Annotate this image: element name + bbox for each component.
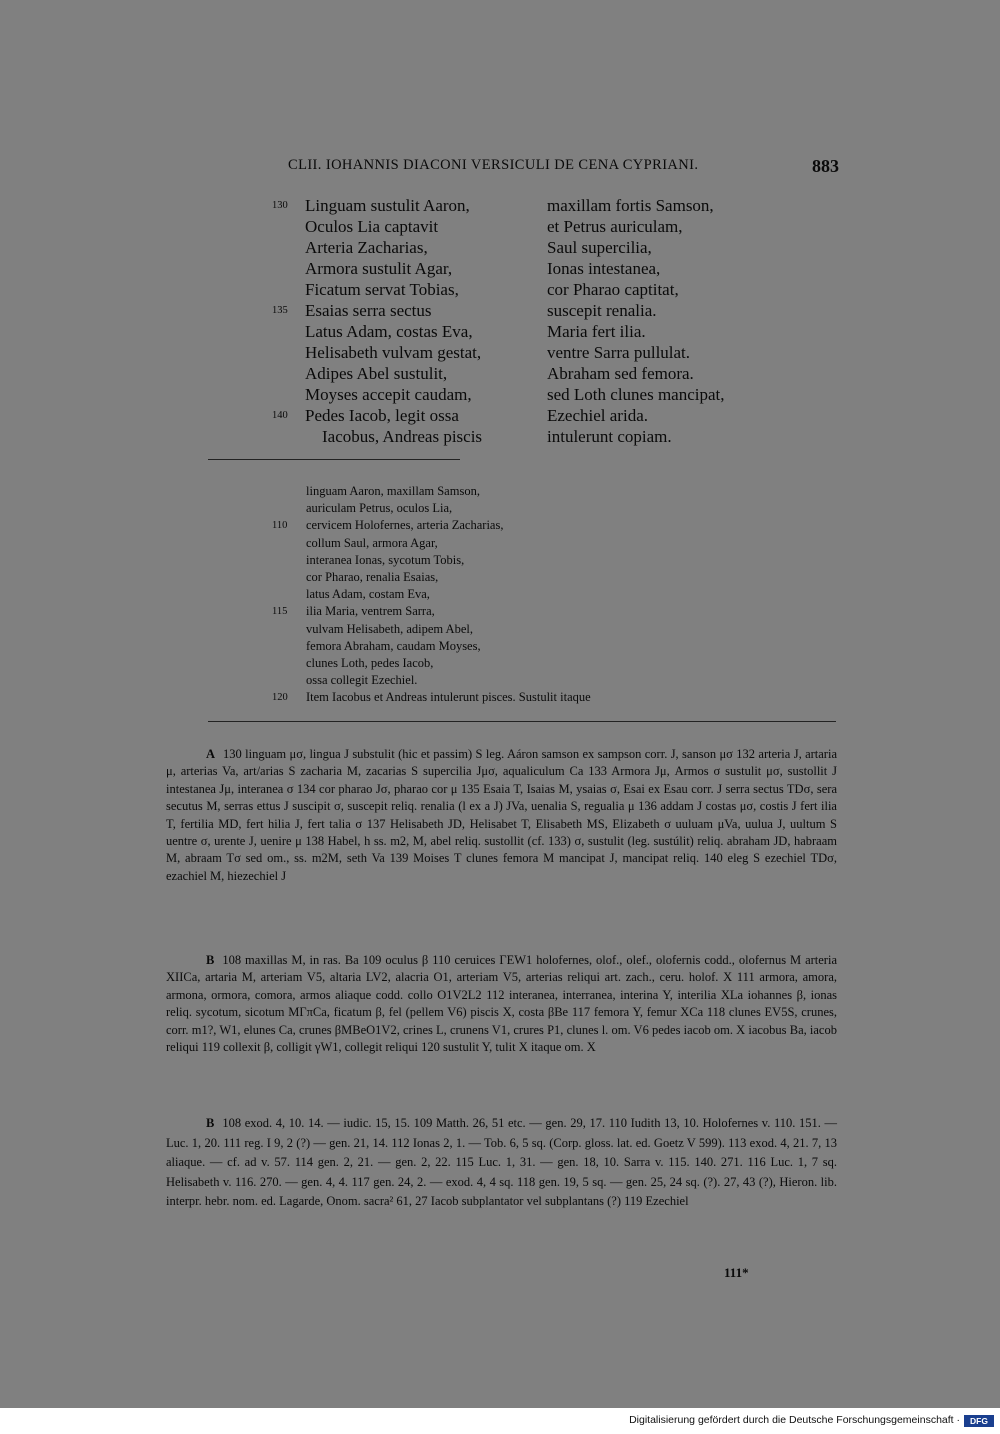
first-hemistich: Latus Adam, costas Eva, xyxy=(305,322,473,341)
recension-line xyxy=(0,517,1000,534)
line-number: 115 xyxy=(272,606,288,618)
recension-line-text: latus Adam, costam Eva, xyxy=(306,587,430,602)
apparatus-a-text: 130 linguam μσ, lingua J substulit (hic et passim) S leg. Aáron samson ex sampson corr. J, sanson μσ 132 arteria J, artaria μ, arterias Va, art/arias S zacharia M, zacarias S supercilia Jμσ, aqualiculum Ca 133 Armora Jμ, Armos σ sustulit μσ, sustollit J intestanea Jμ, interanea σ 134 cor pharao Jσ, pharao cor μ 135 Esaia T, Isaias M, ysaias σ, Esai ex Esau corr. J serra sectus TDσ, sera secutus M, serras ettus J suscipit σ, suscepit reliq. renalia (l ex a J) JVa, uenalia S, regualia μ 136 addam J costas μσ, costis J fert ilia T, fertilia MD, fert hilia J, fert talia σ 137 Helisabeth JD, Helisabet T, Elisabeth MS, Elizabeth σ uuluam μVa, uulua J, uultum S uentre σ, urente J, uenire μ 138 Habel, h ss. m2, M, abel reliq. sustollit (cf. 133) σ, sustulit (leg. sustúlit) reliq. abraham JD, habraam M, abraam Tσ sed om., ss. m2M, seth Va 139 Moises T clunes femora M mancipat J, mancipat reliq. 140 eleg S ezechiel TDσ, ezachiel M, hiezechiel J xyxy=(166,747,837,883)
line-number: 120 xyxy=(272,692,288,704)
poem-text xyxy=(0,195,1000,447)
second-hemistich: Maria fert ilia. xyxy=(547,322,646,341)
recension-line-text: auriculam Petrus, oculos Lia, xyxy=(306,501,453,516)
first-hemistich: Esaias serra sectus xyxy=(305,301,432,320)
recension-text xyxy=(0,483,1000,706)
first-hemistich: Pedes Iacob, legit ossa xyxy=(305,406,459,425)
recension-line-text: cervicem Holofernes, arteria Zacharias, xyxy=(306,518,504,533)
recension-line xyxy=(0,535,1000,552)
recension-line xyxy=(0,672,1000,689)
poem-line xyxy=(0,342,1000,363)
poem-line xyxy=(0,195,1000,216)
running-title: CLII. IOHANNIS DIACONI VERSICULI DE CENA CYPRIANI. xyxy=(288,157,699,173)
poem-line xyxy=(0,363,1000,384)
second-hemistich: ventre Sarra pullulat. xyxy=(547,343,691,362)
first-hemistich: Helisabeth vulvam gestat, xyxy=(305,343,482,362)
dfg-logo-icon: DFG xyxy=(964,1415,994,1427)
recension-line xyxy=(0,689,1000,706)
recension-line xyxy=(0,586,1000,603)
poem-line xyxy=(0,237,1000,258)
recension-line xyxy=(0,603,1000,620)
recension-line-text: vulvam Helisabeth, adipem Abel, xyxy=(306,621,473,636)
apparatus-a xyxy=(166,746,837,885)
recension-line-text: Item Iacobus et Andreas intulerunt pisces. Sustulit itaque xyxy=(306,690,591,705)
first-hemistich: Adipes Abel sustulit, xyxy=(305,364,448,383)
recension-line-text: clunes Loth, pedes Iacob, xyxy=(306,655,434,670)
second-hemistich: Ionas intestanea, xyxy=(547,259,661,278)
recension-line-text: ossa collegit Ezechiel. xyxy=(306,673,418,688)
line-number: 110 xyxy=(272,520,288,532)
recension-line xyxy=(0,569,1000,586)
first-hemistich: Armora sustulit Agar, xyxy=(305,259,453,278)
recension-line-text: collum Saul, armora Agar, xyxy=(306,535,438,550)
second-hemistich: Abraham sed femora. xyxy=(547,364,694,383)
line-number: 130 xyxy=(272,200,288,211)
signature-mark: 111* xyxy=(724,1265,749,1280)
recension-line xyxy=(0,621,1000,638)
first-hemistich: Oculos Lia captavit xyxy=(305,217,439,236)
recension-line xyxy=(0,500,1000,517)
recension-line xyxy=(0,655,1000,672)
first-hemistich: Ficatum servat Tobias, xyxy=(305,280,459,299)
footer-text: Digitalisierung gefördert durch die Deutsche Forschungsgemeinschaft · xyxy=(629,1414,960,1426)
running-header xyxy=(0,157,1000,183)
poem-line xyxy=(0,300,1000,321)
second-hemistich: sed Loth clunes mancipat, xyxy=(547,385,725,404)
second-hemistich: et Petrus auriculam, xyxy=(547,217,683,236)
apparatus-b-label: B xyxy=(206,953,215,967)
second-hemistich: cor Pharao captitat, xyxy=(547,280,679,299)
recension-line-text: ilia Maria, ventrem Sarra, xyxy=(306,604,435,619)
digitization-footer xyxy=(0,1408,1000,1434)
poem-line xyxy=(0,216,1000,237)
line-number: 135 xyxy=(272,305,288,316)
line-number: 140 xyxy=(272,410,288,421)
first-hemistich: Linguam sustulit Aaron, xyxy=(305,196,470,215)
recension-line xyxy=(0,552,1000,569)
apparatus-divider xyxy=(208,721,836,722)
poem-line xyxy=(0,321,1000,342)
poem-line xyxy=(0,405,1000,426)
apparatus-sources-text: 108 exod. 4, 10. 14. — iudic. 15, 15. 109 Matth. 26, 51 etc. — gen. 29, 17. 110 Iudith 13, 10. Holofernes v. 110. 151. — Luc. 1, 20. 111 reg. I 9, 2 (?) — gen. 21, 14. 112 Ionas 2, 1. — Tob. 6, 5 sq. (Corp. gloss. lat. ed. Goetz V 599). 113 exod. 4, 21. 7, 13 aliaque. — cf. ad v. 57. 114 gen. 2, 21. — gen. 2, 22. 115 Luc. 1, 31. — gen. 18, 10. Sarra v. 115. 140. 271. 116 Luc. 1, 7 sq. Helisabeth v. 116. 270. — gen. 4, 4. 117 gen. 24, 2. — exod. 4, 4 sq. 118 gen. 19, 5 sq. — gen. 25, 24 sq. (?). 27, 43 (?), Hieron. lib. interpr. hebr. nom. ed. Lagarde, Onom. sacra² 61, 27 Iacob subplantator vel subplantans (?) 119 Ezechiel xyxy=(166,1116,837,1208)
poem-line xyxy=(0,426,1000,447)
second-hemistich: suscepit renalia. xyxy=(547,301,657,320)
first-hemistich: Iacobus, Andreas piscis xyxy=(322,427,483,446)
recension-line-text: cor Pharao, renalia Esaias, xyxy=(306,569,439,584)
section-divider xyxy=(208,459,460,460)
poem-line xyxy=(0,279,1000,300)
apparatus-sources xyxy=(166,1114,837,1212)
recension-line-text: interanea Ionas, sycotum Tobis, xyxy=(306,552,465,567)
page-number: 883 xyxy=(812,156,839,176)
apparatus-a-label: A xyxy=(206,747,216,761)
first-hemistich: Moyses accepit caudam, xyxy=(305,385,472,404)
poem-line xyxy=(0,384,1000,405)
second-hemistich: intulerunt copiam. xyxy=(547,427,672,446)
recension-line-text: femora Abraham, caudam Moyses, xyxy=(306,638,481,653)
recension-line-text: linguam Aaron, maxillam Samson, xyxy=(306,484,480,498)
poem-line xyxy=(0,258,1000,279)
recension-line xyxy=(0,638,1000,655)
apparatus-b-text: 108 maxillas M, in ras. Ba 109 oculus β 110 ceruices ΓEW1 holofernes, olof., olef., olofernis codd., olofernus M arteria XIICa, artaria M, arteriam V5, altaria LV2, alacria O1, arteriam V5, arterias reliqui art. zach., ceru. holof. X 111 armora, amora, armona, ormora, comora, armos aliaque codd. collo O1V2L2 112 interanea, interranea, interina Y, interilia XLa iohannes β, ionas reliq. sycotum, sicotum MΓπCa, ficatum β, fel (pellem V6) piscis X, costa βBe 117 femora Y, femur XCa 118 clunes EV5S, crunes, corr. m1?, W1, elunes Ca, crunes βMBeO1V2, crines L, crunens V1, crures P1, clunes l. om. V6 pedes iacob om. X iacobus Ba, iacob reliqui 119 collexit β, colligit γW1, collegit reliqui 120 sustulit Y, tulit X itaque om. X xyxy=(166,953,837,1055)
second-hemistich: Saul supercilia, xyxy=(547,238,652,257)
second-hemistich: Ezechiel arida. xyxy=(547,406,648,425)
recension-line xyxy=(0,483,1000,500)
second-hemistich: maxillam fortis Samson, xyxy=(547,196,714,215)
apparatus-b xyxy=(166,952,837,1056)
first-hemistich: Arteria Zacharias, xyxy=(305,238,428,257)
apparatus-sources-label: B xyxy=(206,1116,215,1130)
